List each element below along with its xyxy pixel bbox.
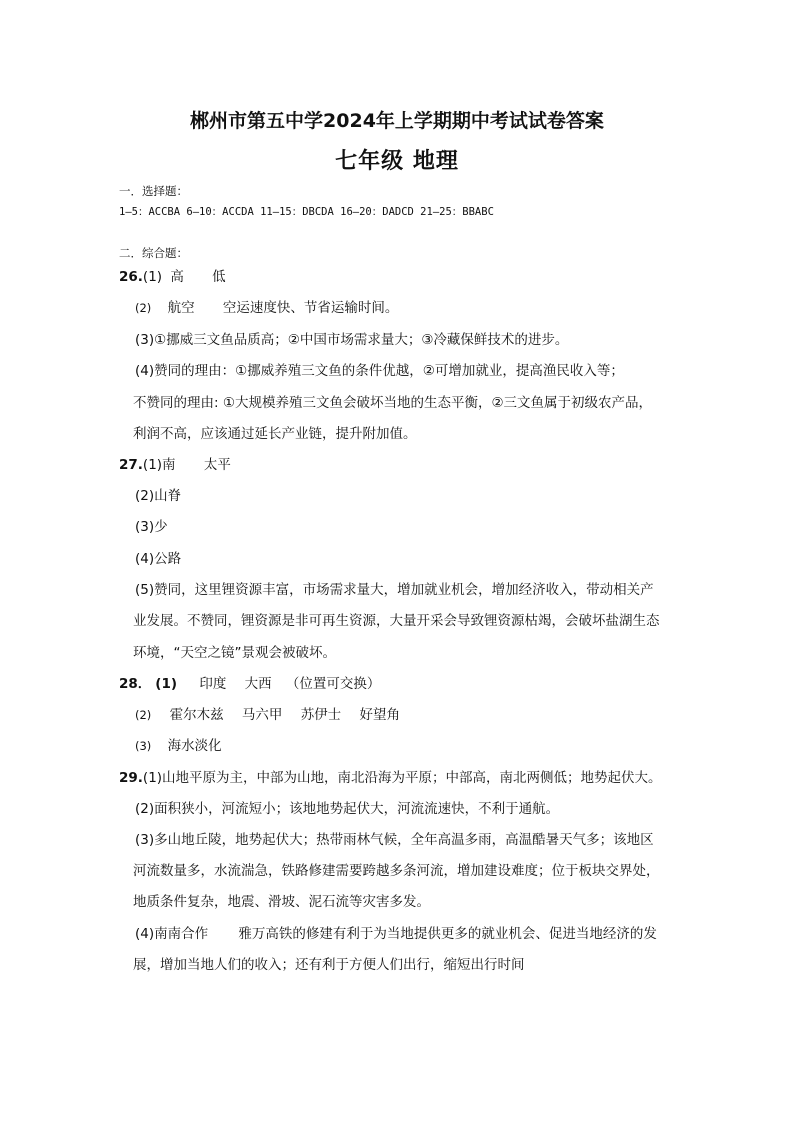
grade-subject-title: 七年级 地理 <box>335 149 459 174</box>
q28-part3: (3) 海水淡化 <box>135 738 222 754</box>
q26-number: 26. <box>119 269 143 285</box>
q27-part3: (3)少 <box>135 519 168 535</box>
q27-part2: (2)山脊 <box>135 488 182 504</box>
q29-part2: (2)面积狭小，河流短小；该地地势起伏大，河流流速快，不利于通航。 <box>135 801 560 817</box>
q26-part4-line1: (4)赞同的理由：①挪威养殖三文鱼的条件优越，②可增加就业，提高渔民收入等； <box>135 363 624 379</box>
q27-part5-line1: (5)赞同，这里锂资源丰富，市场需求量大，增加就业机会，增加经济收入，带动相关产 <box>135 582 654 598</box>
q29-part3-line3: 地质条件复杂，地震、滑坡、泥石流等灾害多发。 <box>133 894 430 910</box>
q26-part1: 26.(1) 高 低 <box>119 269 226 285</box>
q29-part3-line1: (3)多山地丘陵，地势起伏大；热带雨林气候，全年高温多雨，高温酷暑天气多；该地区 <box>135 832 654 848</box>
q27-number: 27. <box>119 457 143 473</box>
school-exam-title: 郴州市第五中学2024年上学期期中考试试卷答案 <box>190 110 604 132</box>
q29-part3-line2: 河流数量多，水流湍急，铁路修建需要跨越多条河流，增加建设难度；位于板块交界处， <box>133 863 660 879</box>
q28-part2: (2) 霍尔木兹 马六甲 苏伊士 好望角 <box>135 707 400 723</box>
q26-part4-line2: 不赞同的理由: ①大规模养殖三文鱼会破坏当地的生态平衡，②三文鱼属于初级农产品， <box>133 395 653 411</box>
q26-part4-line3: 利润不高，应该通过延长产业链，提升附加值。 <box>133 426 417 442</box>
q27-part4: (4)公路 <box>135 551 182 567</box>
q28-part1: 28． (1) 印度 大西 （位置可交换） <box>119 676 381 692</box>
q29-part4-line2: 展，增加当地人们的收入；还有利于方便人们出行，缩短出行时间 <box>133 957 525 973</box>
q29-part1: 29.(1)山地平原为主，中部为山地，南北沿海为平原；中部高，南北两侧低；地势起伏大。 <box>119 770 662 786</box>
section-choice-heading: 一．选择题： <box>119 184 188 198</box>
choice-answers: 1—5：ACCBA 6—10：ACCDA 11—15：DBCDA 16—20：DADCD 21—25：BBABC <box>119 206 494 218</box>
q27-part5-line3: 环境，“天空之镜”景观会被破坏。 <box>133 645 336 661</box>
q27-part1: 27.(1)南 太平 <box>119 457 231 473</box>
q26-part3: (3)①挪威三文鱼品质高；②中国市场需求量大；③冷藏保鲜技术的进步。 <box>135 332 569 348</box>
q27-part5-line2: 业发展。不赞同，锂资源是非可再生资源，大量开采会导致锂资源枯竭，会破坏盐湖生态 <box>133 613 660 629</box>
q28-number: 28． <box>119 676 152 692</box>
section-comprehensive-heading: 二．综合题： <box>119 246 188 260</box>
q29-number: 29. <box>119 770 143 786</box>
q26-part2: (2) 航空 空运速度快、节省运输时间。 <box>135 300 399 316</box>
q29-part4-line1: (4)南南合作 雅万高铁的修建有利于为当地提供更多的就业机会、促进当地经济的发 <box>135 926 657 942</box>
